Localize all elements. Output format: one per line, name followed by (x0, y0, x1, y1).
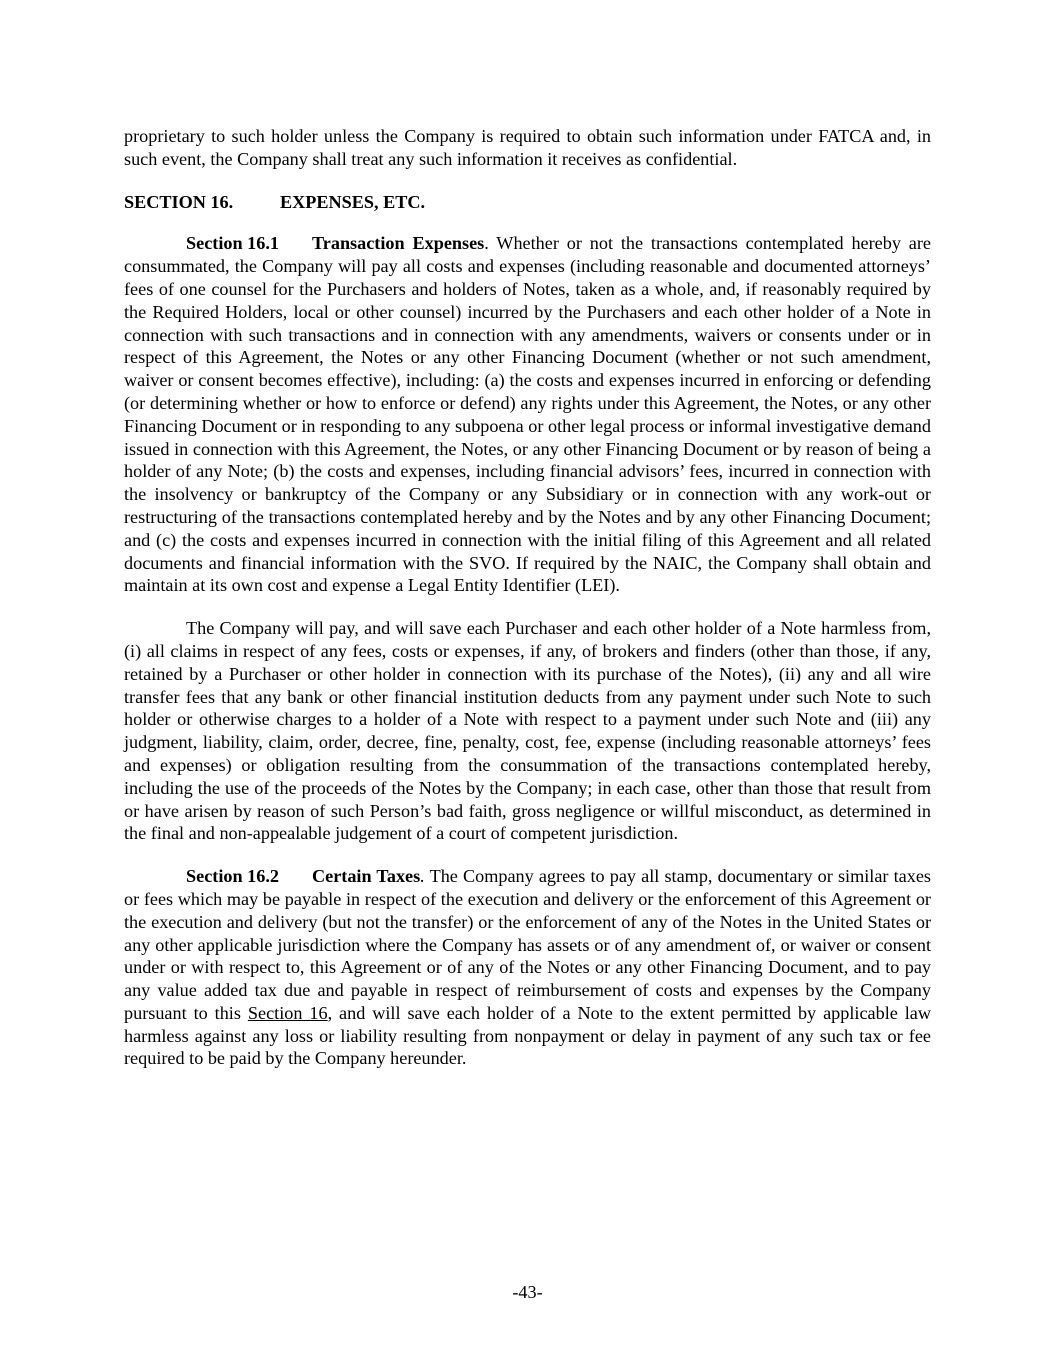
section-16-cross-reference[interactable]: Section 16 (247, 1002, 328, 1023)
continued-paragraph: proprietary to such holder unless the Company is required to obtain such information under FATCA and, in such event, the Company shall treat any such information it receives as confidential. (124, 126, 931, 169)
section-16-2-body-end: , and will save each holder of a Note to the extent permitted by applicable law harmless against any loss or liability resulting from nonpayment or delay in payment of any such tax or fee required to be paid by the Company hereunder. (124, 1002, 932, 1069)
section-title: EXPENSES, ETC. (280, 191, 426, 212)
section-16-2-paragraph (124, 865, 931, 1070)
section-16-1-title-punct: . (484, 233, 489, 254)
section-16-1-body: Whether or not the transactions contemplated hereby are consummated, the Company will pay all costs and expenses (including reasonable and documented attorneys’ fees of one counsel for the Purchasers and holders of Notes, taken as a whole, and, if reasonably required by the Required Holders, local or other counsel) incurred by the Purchasers and each other holder of a Note in connection with such transactions and in connection with any amendments, waivers or consents under or in respect of this Agreement, the Notes or any other Financing Document (whether or not such amendment, waiver or consent becomes effective), including: (a) the costs and expenses incurred in enforcing or defending (or determining whether or how to enforce or defend) any rights under this Agreement, the Notes, or any other Financing Document or in responding to any subpoena or other legal process or informal investigative demand issued in connection with this Agreement, the Notes, or any other Financing Document or by reason of being a holder of any Note; (b) the costs and expenses, including financial advisors’ fees, incurred in connection with the insolvency or bankruptcy of the Company or any Subsidiary or in connection with any work-out or restructuring of the transactions contemplated hereby and by the Notes and by any other Financing Document; and (c) the costs and expenses incurred in connection with the initial filing of this Agreement and all related documents and financial information with the SVO. If required by the NAIC, the Company shall obtain and maintain at its own cost and expense a Legal Entity Identifier (LEI). (124, 233, 931, 596)
section-16-1-paragraph (124, 232, 931, 597)
page-number: -43- (512, 1282, 543, 1302)
section-16-2-title-punct: . (420, 866, 425, 887)
section-16-2-number: Section 16.2 (186, 866, 279, 887)
document-page (124, 125, 931, 1070)
section-heading (124, 191, 931, 214)
section-16-2-title: Certain Taxes (312, 866, 421, 887)
section-number: SECTION 16. (124, 191, 234, 212)
section-16-1-number: Section 16.1 (186, 233, 279, 254)
section-16-1-title: Transaction Expenses (312, 233, 485, 254)
section-16-2-body-start: The Company agrees to pay all stamp, documentary or similar taxes or fees which may be payable in respect of the execution and delivery or the enforcement of this Agreement or the execution and delivery (but not the transfer) or the enforcement of any of the Notes in the United States or any other applicable jurisdiction where the Company has assets or of any amendment of, or waiver or consent under or with respect to, this Agreement or of any of the Notes or any other Financing Document, and to pay any value added tax due and payable in respect of reimbursement of costs and expenses by the Company pursuant to this (124, 866, 931, 1023)
section-16-1-second-paragraph: The Company will pay, and will save each Purchaser and each other holder of a Note harmless from, (i) all claims in respect of any fees, costs or expenses, if any, of brokers and finders (other than those, if any, retained by a Purchaser or other holder in connection with its purchase of the Notes), (ii) any and all wire transfer fees that any bank or other financial institution deducts from any payment under such Note to such holder or otherwise charges to a holder of a Note with respect to a payment under such Note and (iii) any judgment, liability, claim, order, decree, fine, penalty, cost, fee, expense (including reasonable attorneys’ fees and expenses) or obligation resulting from the consummation of the transactions contemplated hereby, including the use of the proceeds of the Notes by the Company; in each case, other than those that result from or have arisen by reason of such Person’s bad faith, gross negligence or willful misconduct, as determined in the final and non-appealable judgement of a court of competent jurisdiction. (124, 618, 931, 844)
